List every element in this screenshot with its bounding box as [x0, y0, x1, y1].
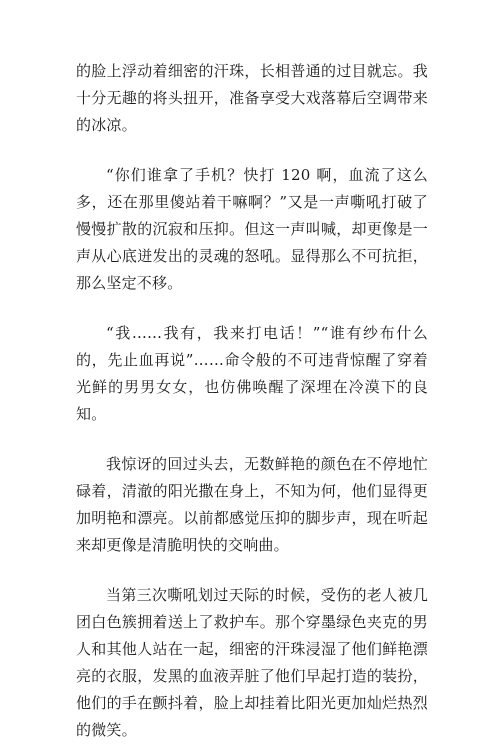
paragraph-4: 我惊讶的回过头去，无数鲜艳的颜色在不停地忙碌着，清澈的阳光撒在身上，不知为何，他们显得更加明艳和漂亮。以前都感觉压抑的脚步声，现在听起来却更像是清脆明快的交响曲。: [76, 455, 428, 554]
paragraph-5: 当第三次嘶吼划过天际的时候，受伤的老人被几团白色簇拥着送上了救护车。那个穿墨绿色夹克的男人和其他人站在一起，细密的汗珠浸湿了他们鲜艳漂亮的衣服，发黑的血液弄脏了他们早起打造的装扮，他们的手在颤抖着，脸上却挂着比阳光更加灿烂热烈的微笑。: [76, 586, 428, 739]
paragraph-3: “我……我有，我来打电话！”“谁有纱布什么的，先止血再说”……命令般的不可违背惊醒了穿着光鲜的男男女女，也仿佛唤醒了深埋在冷漠下的良知。: [76, 324, 428, 423]
paragraph-1: 的脸上浮动着细密的汗珠，长相普通的过目就忘。我十分无趣的将头扭开，准备享受大戏落幕后空调带来的冰凉。: [76, 62, 428, 134]
paragraph-2: “你们谁拿了手机？快打 120 啊，血流了这么多，还在那里傻站着干嘛啊？”又是一声嘶吼打破了慢慢扩散的沉寂和压抑。但这一声叫喊，却更像是一声从心底迸发出的灵魂的怒吼。显得那么不可抗拒，那么坚定不移。: [76, 166, 428, 292]
